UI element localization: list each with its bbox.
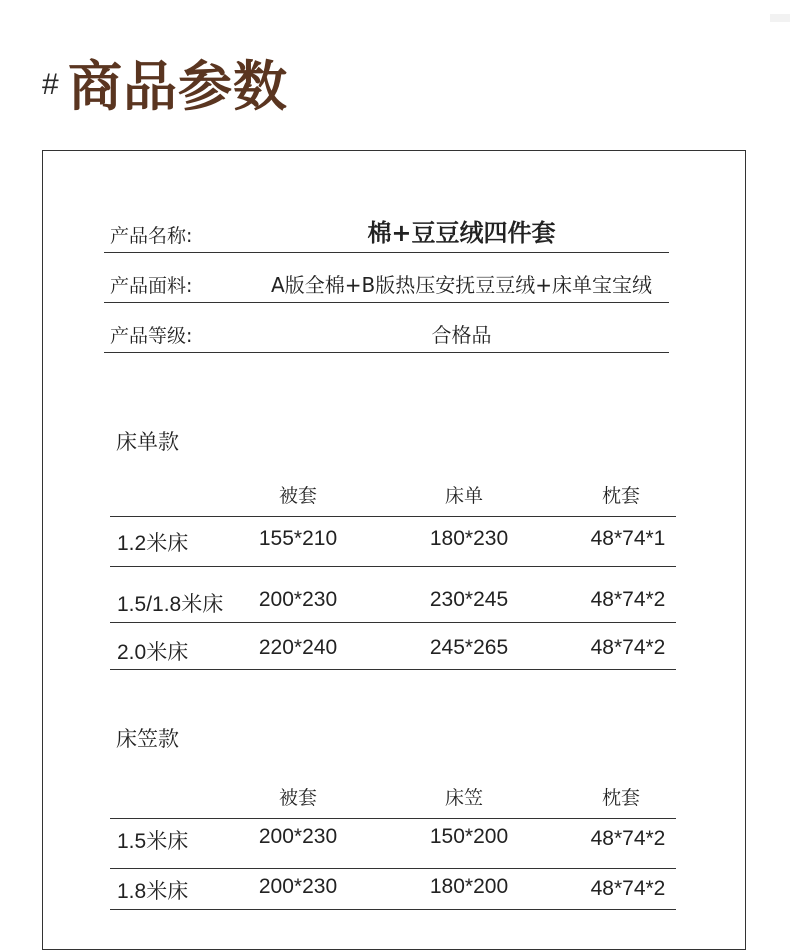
param-row-fabric	[104, 254, 669, 303]
cell-quilt-cover: 155*210	[258, 527, 338, 550]
section-title-fitted: 床笠款	[116, 727, 179, 751]
section-title-sheet: 床单款	[116, 430, 179, 454]
param-value: A版全棉+B版热压安抚豆豆绒+床单宝宝绒	[271, 273, 652, 297]
column-header: 床单	[444, 485, 483, 507]
cell-quilt-cover: 220*240	[258, 636, 338, 659]
cell-sheet: 180*230	[429, 527, 509, 550]
cell-bed-size: 1.2米床	[117, 532, 189, 555]
cell-bed-size: 2.0米床	[117, 641, 189, 664]
column-header: 被套	[278, 787, 317, 809]
divider	[110, 669, 676, 670]
cell-pillowcase: 48*74*1	[590, 527, 666, 550]
param-value: 合格品	[431, 323, 492, 347]
divider	[110, 516, 676, 517]
param-label: 产品名称:	[110, 225, 193, 247]
corner-decoration	[770, 14, 790, 22]
cell-fitted-sheet: 150*200	[429, 825, 509, 848]
divider	[110, 909, 676, 910]
param-label: 产品等级:	[110, 325, 193, 347]
column-header: 枕套	[601, 485, 640, 507]
cell-pillowcase: 48*74*2	[590, 588, 666, 611]
column-header: 被套	[278, 485, 317, 507]
cell-bed-size: 1.8米床	[117, 880, 189, 903]
cell-pillowcase: 48*74*2	[590, 877, 666, 900]
column-header: 床笠	[444, 787, 483, 809]
param-value: 棉+豆豆绒四件套	[367, 219, 556, 247]
column-header: 枕套	[601, 787, 640, 809]
divider	[110, 818, 676, 819]
divider	[110, 566, 676, 567]
param-row-grade	[104, 304, 669, 353]
divider	[110, 622, 676, 623]
cell-pillowcase: 48*74*2	[590, 827, 666, 850]
cell-quilt-cover: 200*230	[258, 588, 338, 611]
page-title: 商品参数	[68, 55, 288, 118]
cell-bed-size: 1.5米床	[117, 830, 189, 853]
cell-fitted-sheet: 180*200	[429, 875, 509, 898]
divider	[110, 868, 676, 869]
cell-bed-size: 1.5/1.8米床	[117, 593, 224, 616]
cell-sheet: 230*245	[429, 588, 509, 611]
hash-mark: #	[42, 68, 59, 101]
cell-pillowcase: 48*74*2	[590, 636, 666, 659]
param-row-name	[104, 204, 669, 253]
cell-sheet: 245*265	[429, 636, 509, 659]
param-label: 产品面料:	[110, 275, 193, 297]
cell-quilt-cover: 200*230	[258, 825, 338, 848]
cell-quilt-cover: 200*230	[258, 875, 338, 898]
